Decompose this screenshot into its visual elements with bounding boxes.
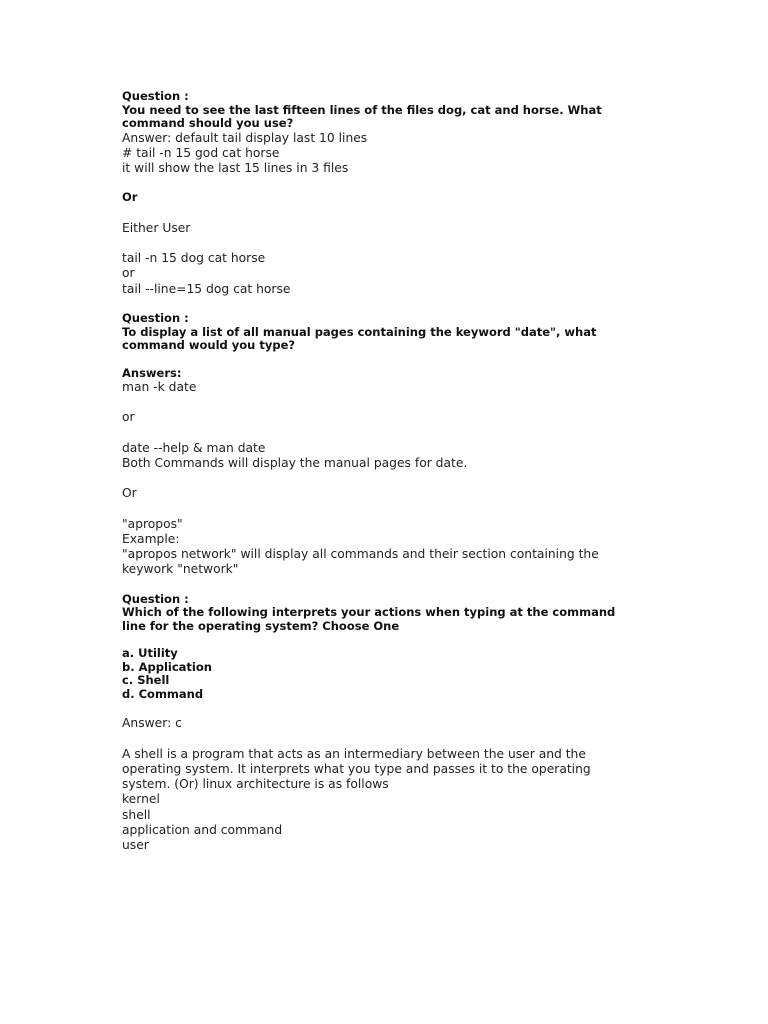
question-1-or-small: or	[122, 266, 135, 281]
question-2-answer-1: man -k date	[122, 380, 197, 395]
question-2-answer-3: "apropos"	[122, 516, 183, 531]
question-3-option-d: d. Command	[122, 686, 204, 701]
document-body	[122, 90, 642, 854]
question-1-text: You need to see the last fifteen lines of the files dog, cat and horse. What command should you use?	[122, 102, 602, 130]
question-3-text: Which of the following interprets your actions when typing at the command line for the operating system? Choose One	[122, 605, 616, 633]
question-1-answer-line: Answer: default tail display last 10 lines	[122, 130, 368, 145]
question-1-either: Either User	[122, 220, 191, 235]
question-3-layer-user: user	[122, 838, 149, 853]
question-1-command: # tail -n 15 god cat horse	[122, 145, 280, 160]
question-3-layer-kernel: kernel	[122, 792, 160, 807]
question-3-label: Question :	[122, 591, 189, 606]
question-2-label: Question :	[122, 311, 189, 326]
question-3-explanation: A shell is a program that acts as an intermediary between the user and the operating system. It interprets what you type and passes it to the operating system. (Or) linux architecture is as follows	[122, 746, 591, 792]
question-1-alt-command-1: tail -n 15 dog cat horse	[122, 251, 266, 266]
question-3-answer: Answer: c	[122, 716, 182, 731]
question-3-layer-shell: shell	[122, 807, 151, 822]
question-3-layer-application: application and command	[122, 823, 283, 838]
question-2-example-text: "apropos network" will display all commands and their section containing the keywork "network"	[122, 547, 599, 577]
question-2-answer-2-note: Both Commands will display the manual pages for date.	[122, 455, 468, 470]
question-2-or-1: or	[122, 410, 135, 425]
question-3-option-a: a. Utility	[122, 646, 178, 661]
question-1-or: Or	[122, 190, 138, 205]
question-2-or-2: Or	[122, 486, 137, 501]
question-2-example-label: Example:	[122, 531, 180, 546]
question-1-note: it will show the last 15 lines in 3 files	[122, 161, 349, 176]
question-2-answer-2: date --help & man date	[122, 440, 266, 455]
question-2-answers-label: Answers:	[122, 365, 182, 380]
question-1-label: Question :	[122, 89, 189, 103]
question-2-text: To display a list of all manual pages containing the keyword "date", what command would you type?	[122, 324, 597, 353]
question-3-option-b: b. Application	[122, 659, 212, 674]
question-3-option-c: c. Shell	[122, 673, 170, 688]
question-1-alt-command-2: tail --line=15 dog cat horse	[122, 281, 291, 296]
